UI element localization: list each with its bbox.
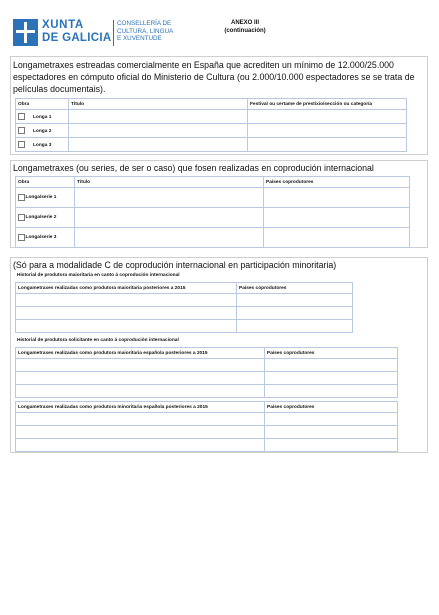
titulo-field[interactable] xyxy=(75,188,264,208)
col-paises: Países coprodutores xyxy=(237,283,353,294)
titulo-field[interactable] xyxy=(75,208,264,228)
paises-field[interactable] xyxy=(265,413,398,426)
col-titulo: Título xyxy=(69,99,248,110)
section2-title: Longametraxes (ou series, de ser o caso) que fosen realizadas en coprodución internacional xyxy=(13,163,374,173)
longametraxe-field[interactable] xyxy=(16,294,237,307)
row-obra: Longa/serie 1 xyxy=(16,188,75,208)
paises-field[interactable] xyxy=(264,228,410,248)
paises-field[interactable] xyxy=(265,385,398,398)
logo-xunta-text: XUNTA xyxy=(42,19,84,31)
consellaria-name: CONSELLERÍA DE CULTURA, LINGUA E XUVENTUDE xyxy=(117,20,174,43)
col-paises: Países coprodutores xyxy=(265,402,398,413)
col-obra: Obra xyxy=(16,177,75,188)
paises-field[interactable] xyxy=(265,426,398,439)
block3-table xyxy=(15,401,398,452)
annex-title: ANEXO III (continuación) xyxy=(224,20,266,34)
longametraxe-field[interactable] xyxy=(16,385,265,398)
longametraxe-field[interactable] xyxy=(16,413,265,426)
checkbox[interactable] xyxy=(18,234,25,241)
block1-table xyxy=(15,282,353,333)
col-longametraxes: Longametraxes realizadas como produtora minoritaria española posteriores a 2015 xyxy=(16,402,265,413)
paises-field[interactable] xyxy=(265,439,398,452)
paises-field[interactable] xyxy=(237,307,353,320)
row-obra: Longa 3 xyxy=(16,138,69,152)
titulo-field[interactable] xyxy=(75,228,264,248)
paises-field[interactable] xyxy=(237,320,353,333)
paises-field[interactable] xyxy=(265,372,398,385)
festival-field[interactable] xyxy=(248,138,407,152)
checkbox[interactable] xyxy=(18,141,25,148)
longametraxe-field[interactable] xyxy=(16,372,265,385)
block2-heading: Historial de produtora solicitante en canto á coprodución internacional xyxy=(17,338,179,343)
col-paises: Países coprodutores xyxy=(264,177,410,188)
longametraxe-field[interactable] xyxy=(16,439,265,452)
col-festival: Festival ou certame de prestixio/sección ou categoría xyxy=(248,99,407,110)
titulo-field[interactable] xyxy=(69,124,248,138)
section1-title: Longametraxes estreadas comercialmente en España que acrediten un mínimo de 12.000/25.000 espectadores en cómputo oficial do Ministerio de Cultura (ou 2.000/10.000 espectadores se se trata de películas documentais). xyxy=(13,60,415,94)
logo-galicia-text: DE GALICIA xyxy=(42,32,112,44)
row-obra: Longa 2 xyxy=(16,124,69,138)
titulo-field[interactable] xyxy=(69,138,248,152)
row-obra: Longa 1 xyxy=(16,110,69,124)
logo-divider xyxy=(113,20,114,46)
section2-table xyxy=(15,176,410,248)
longametraxe-field[interactable] xyxy=(16,359,265,372)
checkbox[interactable] xyxy=(18,194,25,201)
paises-field[interactable] xyxy=(265,359,398,372)
section-international-coproductions xyxy=(10,160,428,248)
checkbox[interactable] xyxy=(18,127,25,134)
paises-field[interactable] xyxy=(264,208,410,228)
col-titulo: Título xyxy=(75,177,264,188)
col-obra: Obra xyxy=(16,99,69,110)
col-paises: Países coprodutores xyxy=(265,348,398,359)
galicia-cross-icon xyxy=(13,19,38,46)
row-obra: Longa/serie 2 xyxy=(16,208,75,228)
section1-table xyxy=(15,98,407,152)
checkbox[interactable] xyxy=(18,214,25,221)
longametraxe-field[interactable] xyxy=(16,426,265,439)
festival-field[interactable] xyxy=(248,124,407,138)
section-minority-coproduction xyxy=(10,257,428,453)
row-obra: Longa/serie 3 xyxy=(16,228,75,248)
section3-title: (Só para a modalidade C de coprodución internacional en participación minoritaria) xyxy=(13,260,337,270)
section-awarded-features xyxy=(10,56,428,155)
checkbox[interactable] xyxy=(18,113,25,120)
paises-field[interactable] xyxy=(237,294,353,307)
col-longametraxes: Longametraxes realizadas como produtora maioritaria española posteriores a 2015 xyxy=(16,348,265,359)
col-longametraxes: Longametraxes realizadas como produtora maioritaria posteriores a 2015 xyxy=(16,283,237,294)
xunta-logo xyxy=(13,19,173,47)
block1-heading: Historial de produtora maioritaria en canto á coprodución internacional xyxy=(17,273,180,278)
longametraxe-field[interactable] xyxy=(16,307,237,320)
longametraxe-field[interactable] xyxy=(16,320,237,333)
paises-field[interactable] xyxy=(264,188,410,208)
festival-field[interactable] xyxy=(248,110,407,124)
titulo-field[interactable] xyxy=(69,110,248,124)
block2-table xyxy=(15,347,398,398)
